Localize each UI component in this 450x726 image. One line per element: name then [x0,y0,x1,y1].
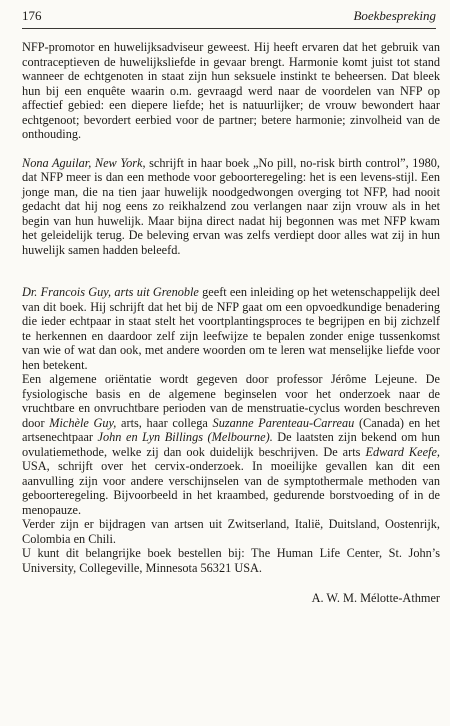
name-edward-keefe: Edward Keefe, [365,444,440,459]
text-run: USA, schrijft over het cervix-onderzoek. In moeilijke gevallen kan dit een aanvulling zijn voor andere verschijnselen van de symptothermale methoden van geboorteregeling. Bijvoorbeeld in het kraambed, gedurende borstvoeding of in de menopauze. [22,459,440,517]
paragraph-nona-aguilar [22,156,440,258]
name-suzanne-parenteau-carreau: Suzanne Parenteau-Carreau [212,415,355,430]
running-title: Boekbespreking [353,8,436,23]
text-run: Een algemene oriëntatie wordt gegeven door professor Jérôme Lejeune. De fysiologische basis en de algemene beginselen voor het onderzoek naar de vruchtbare en onvruchtbare perioden van de menstruatie-cyclus worden beschreven door [22,372,440,430]
paragraph-nfp-promotor: NFP-promotor en huwelijksadviseur geweest. Hij heeft ervaren dat het gebruik van contraceptieven de huwelijksliefde in gevaar brengt. Harmonie komt juist tot stand wanneer de echtgenoten in staat zijn hun seksuele instinkt te beheersen. Dat bleek hun bij een enquête waarin o.m. gevraagd werd naar de voordelen van NFP op affectief gebied: een diepere liefde; het is natuurlijker; de vrouw bewondert haar echtgenoot; bevordert eerbied voor de partner; betere harmonie; zinvolheid van de onthouding. [22,40,440,141]
text-run: (Canada) en het artsenechtpaar [22,415,440,444]
page-number: 176 [22,8,42,23]
text-run: De laatsten zijn bekend om hun ovulatiemethode, welke zij dan ook duidelijk beschrijven. De arts [22,430,440,459]
paragraph-contributions: Verder zijn er bijdragen van artsen uit Zwitserland, Italië, Duitsland, Oostenrijk, Colombia en Chili. [22,517,440,546]
paragraph-ordering-info: U kunt dit belangrijke boek bestellen bij: The Human Life Center, St. John’s University, Collegeville, Minnesota 56321 USA. [22,546,440,575]
paragraph-francois-guy [22,285,440,372]
paragraph-francois-guy-text: geeft een inleiding op het wetenschappelijk deel van dit boek. Hij schrijft dat het bij de NFP gaat om een opvoedkundige benadering die ieder echtpaar in staat stelt het voortplantingsproces te begrijpen en bij zichzelf te herkennen en daardoor zelf zijn leefwijze te bepalen zonder enige tussenkomst van wie of wat dan ook, met andere woorden om te leren wat menselijke liefde voor hen betekent. [22,285,441,372]
paragraph-nona-aguilar-text: schrijft in haar boek „No pill, no-risk birth control”, 1980, dat NFP meer is dan een methode voor geboorteregeling: het is een levens-stijl. Een jonge man, die na tien jaar huwelijk noodgedwongen overging tot NFP, had nooit gedacht dat hij nog eens zo reikhalzend zou verlangen naar zijn vrouw als in het begin van hun huwelijk. Maar bijna direct nadat hij begonnen was met NFP kwam het geleidelijk terug. De beleving ervan was zelfs verdiept door alles wat zij in hun huwelijk samen hadden beleefd. [22,155,440,257]
author-francois-guy: Dr. Francois Guy, arts uit Grenoble [22,285,199,299]
review-body [22,40,440,606]
text-run: arts, haar collega [116,415,213,430]
paragraph-general-orientation [22,372,440,517]
page-header [22,6,436,29]
author-nona-aguilar: Nona Aguilar, New York, [22,155,146,170]
name-michele-guy: Michèle Guy, [49,415,117,430]
review-signature: A. W. M. Mélotte-Athmer [311,591,440,605]
name-john-lyn-billings: John en Lyn Billings (Melbourne). [97,430,273,444]
